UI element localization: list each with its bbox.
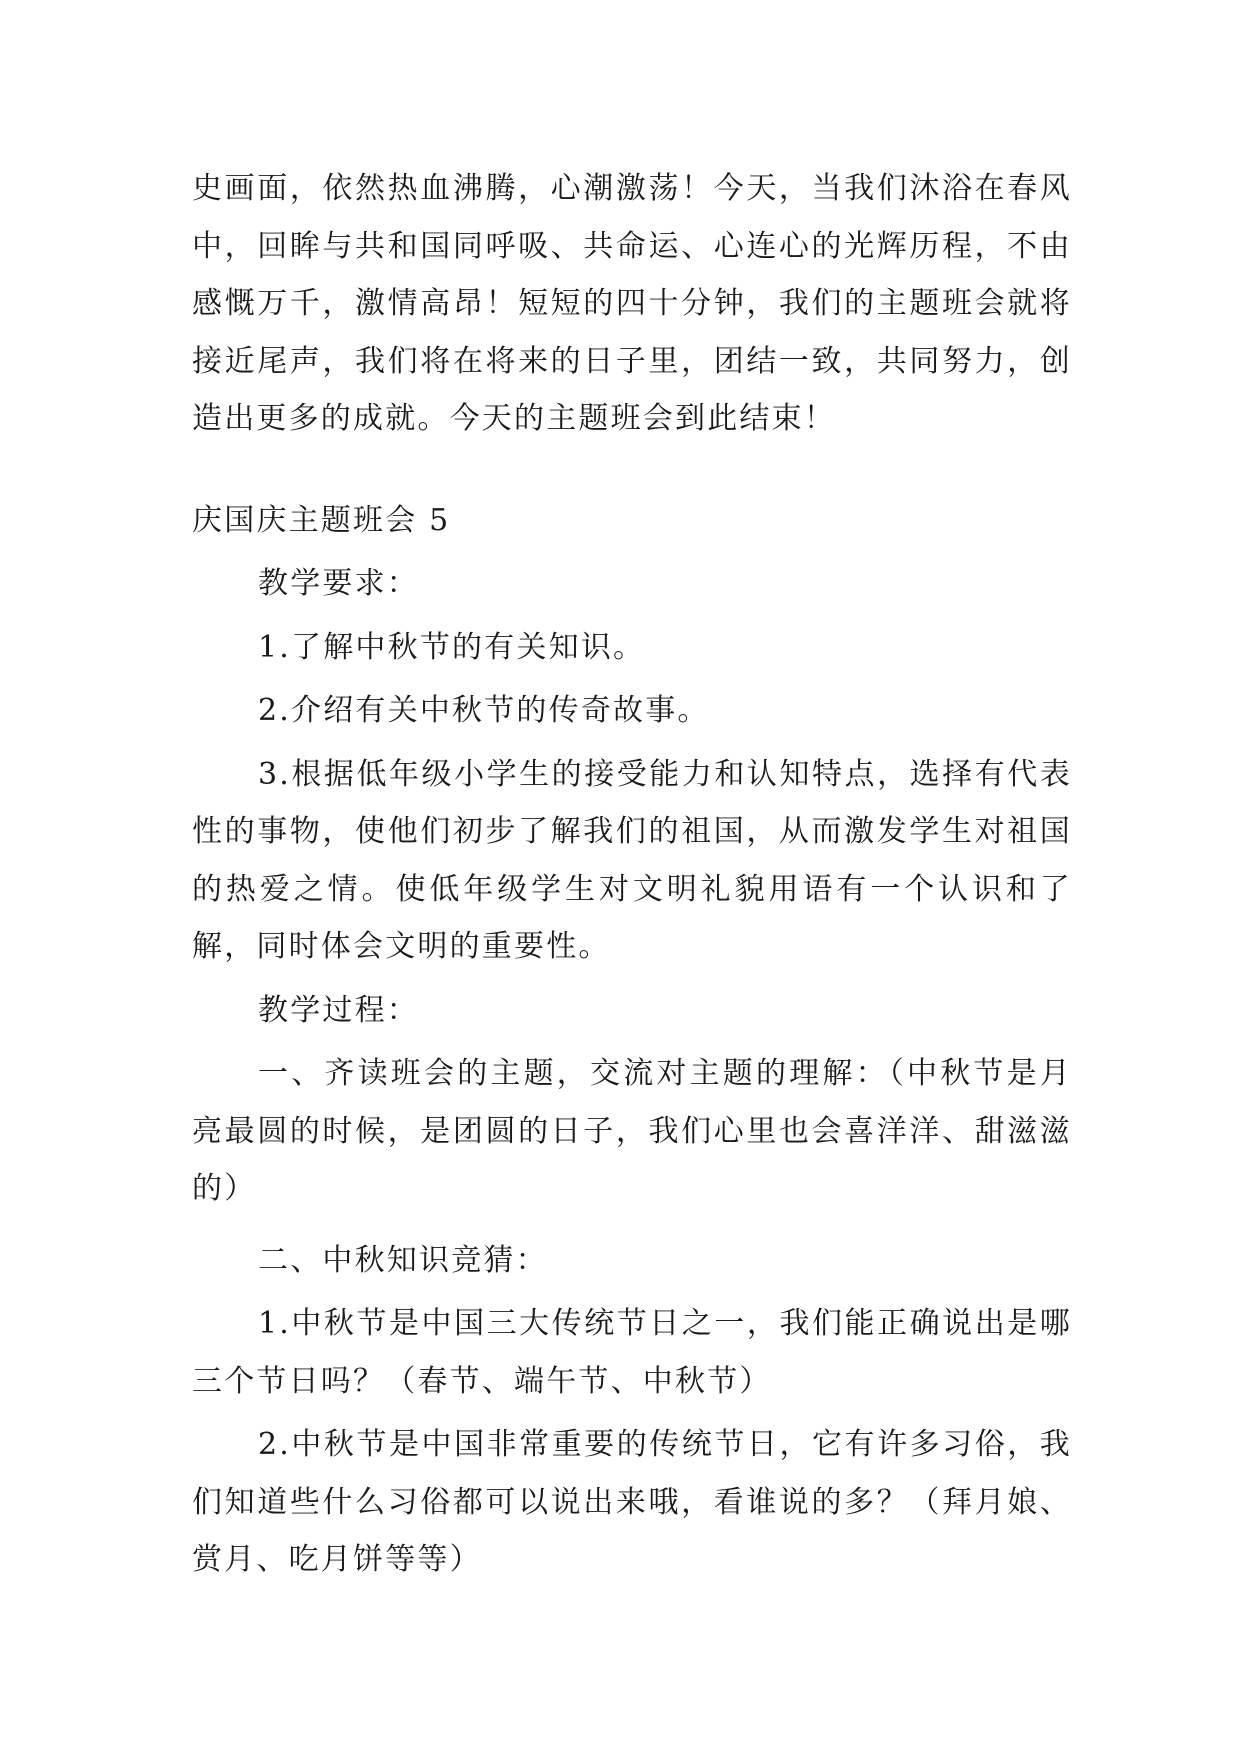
section-title: 庆国庆主题班会 5 [192,502,451,538]
requirement-item-2: 2.介绍有关中秋节的传奇故事。 [258,693,710,728]
quiz-item-2: 2.中秋节是中国非常重要的传统节日，它有许多习俗，我们知道些什么习俗都可以说出来哦，看谁说的多？（拜月娘、赏月、吃月饼等等） [192,1427,1072,1577]
requirement-item-3: 3.根据低年级小学生的接受能力和认知特点，选择有代表性的事物，使他们初步了解我们的祖国，从而激发学生对祖国的热爱之情。使低年级学生对文明礼貌用语有一个认识和了解，同时体会文明的重要性。 [192,756,1072,964]
process-step-2: 二、中秋知识竞猜： [258,1242,548,1278]
quiz-item-1: 1.中秋节是中国三大传统节日之一，我们能正确说出是哪三个节日吗？（春节、端午节、中秋节） [192,1306,1072,1399]
intro-paragraph: 史画面，依然热血沸腾，心潮激荡！今天，当我们沐浴在春风中，回眸与共和国同呼吸、共命运、心连心的光辉历程，不由感慨万千，激情高昂！短短的四十分钟，我们的主题班会就将接近尾声，我们将在将来的日子里，团结一致，共同努力，创造出更多的成就。今天的主题班会到此结束！ [192,171,1072,436]
teaching-process-label: 教学过程： [258,992,419,1028]
process-step-1: 一、齐读班会的主题，交流对主题的理解：（中秋节是月亮最圆的时候，是团圆的日子，我们心里也会喜洋洋、甜滋滋的） [192,1056,1072,1206]
document-body [192,160,1072,1589]
requirement-item-1: 1.了解中秋节的有关知识。 [258,629,646,665]
teaching-requirements-label: 教学要求： [258,566,419,601]
